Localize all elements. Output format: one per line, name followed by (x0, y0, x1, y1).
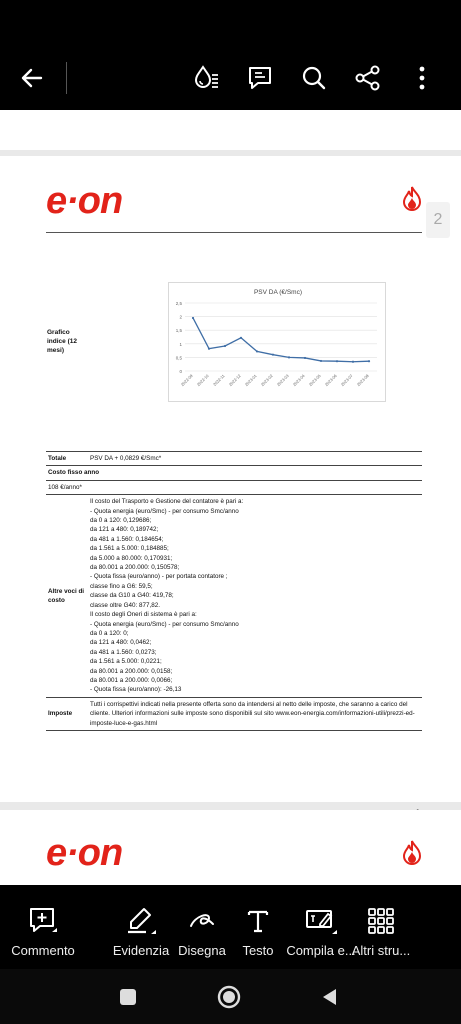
y-tick-label: 2 (179, 314, 182, 320)
bottom-tools-bar (0, 885, 461, 969)
x-tick-label: 2022-12 (227, 373, 242, 388)
back-nav-button[interactable] (316, 983, 344, 1011)
imposte-value: Tutti i corrispettivi indicati nella presente offerta sono da intendersi al netto delle imposte, che saranno a carico del cliente. Ulteriori informazioni sulle imposte sono disponibili sul sito www.eon-energia.com/informazioni-utili/prezzi-ed-imposte-luce-e-gas.html (88, 697, 422, 730)
altre-voci-detail (88, 495, 422, 698)
table-row-altre-voci (46, 495, 422, 698)
x-tick-label: 2023-08 (355, 373, 370, 388)
altre-voci-line: da 121 a 480: 0,189742; (90, 526, 159, 534)
x-tick-label: 2023-02 (259, 373, 274, 388)
comments-icon (246, 64, 274, 92)
altre-voci-line: classe da G10 a G40: 419,78; (90, 592, 174, 600)
altre-voci-line: da 80.001 a 200.000: 0,150578; (90, 564, 180, 572)
totale-value: PSV DA + 0,0829 €/Smc* (88, 452, 422, 466)
table-row-costo-fisso (46, 466, 422, 480)
data-point (256, 350, 258, 352)
altre-voci-line: da 121 a 480: 0,0462; (90, 639, 152, 647)
y-tick-label: 0,5 (175, 355, 182, 361)
altre-voci-line: - Quota energia (euro/Smc) - per consumo Smc/anno (90, 507, 239, 515)
top-toolbar (0, 46, 461, 110)
costo-fisso-value: 108 €/anno* (46, 480, 422, 494)
eon-logo: e·on (46, 180, 123, 222)
x-tick-label: 2023-05 (307, 373, 322, 388)
altre-voci-line: da 5.000 a 80.000: 0,170931; (90, 554, 173, 562)
x-tick-label: 2023-07 (339, 373, 354, 388)
comments-button[interactable] (242, 60, 278, 96)
data-point (240, 337, 242, 339)
draw-icon (187, 906, 217, 936)
recents-icon (119, 988, 137, 1006)
tool-altri-strumenti[interactable] (346, 905, 416, 958)
document-viewer[interactable] (0, 110, 461, 885)
altre-voci-line: da 0 a 120: 0,129686; (90, 517, 152, 525)
tool-evidenzia[interactable] (106, 905, 176, 958)
data-point (192, 317, 194, 319)
status-bar (0, 0, 461, 46)
psv-chart (168, 282, 386, 402)
altre-voci-line: da 1.561 a 5.000: 0,184885; (90, 545, 169, 553)
altre-voci-line: Il costo del Trasporto e Gestione del contatore è pari a: (90, 498, 244, 506)
x-tick-label: 2023-03 (275, 373, 290, 388)
altre-voci-line: classe oltre G40: 877,82. (90, 601, 161, 609)
data-point (208, 348, 210, 350)
tool-label: Evidenzia (112, 943, 170, 958)
altre-voci-line: da 80.001 a 200.000: 0,0066; (90, 676, 173, 684)
tool-label: Disegna (178, 943, 226, 958)
tool-commento[interactable] (8, 905, 78, 958)
data-point (352, 361, 354, 363)
read-aloud-button[interactable] (188, 60, 224, 96)
x-tick-label: 2022-11 (211, 373, 226, 387)
altre-voci-line: da 481 a 1.560: 0,184654; (90, 535, 164, 543)
toolbar-separator (66, 62, 67, 94)
page-number-badge: 2 (426, 202, 450, 238)
x-tick-label: 2022-09 (179, 373, 194, 388)
costo-fisso-label: Costo fisso anno (46, 466, 422, 480)
chart-title: PSV DA (€/Smc) (253, 289, 303, 296)
pdf-page-1 (0, 110, 461, 150)
system-nav-bar (0, 969, 461, 1024)
offer-table (46, 451, 422, 731)
data-point (304, 357, 306, 359)
share-button[interactable] (350, 60, 386, 96)
altre-voci-line: da 0 a 120: 0; (90, 629, 129, 637)
tool-label: Compila e... (286, 943, 356, 958)
pdf-page-2 (0, 156, 461, 802)
pdf-page-3 (0, 810, 461, 885)
flame-icon (401, 840, 423, 866)
table-row-totale (46, 452, 422, 466)
y-tick-label: 0 (179, 369, 182, 374)
altre-voci-line: - Quota fissa (euro/anno): -26,13 (90, 686, 182, 694)
y-tick-label: 2,5 (175, 301, 182, 306)
table-row-imposte (46, 697, 422, 730)
chart-side-label: Grafico indice (12 mesi) (47, 329, 77, 354)
imposte-label: Imposte (46, 697, 88, 730)
tool-label: Testo (242, 943, 274, 958)
totale-label: Totale (46, 452, 88, 466)
series-line (193, 318, 369, 362)
more-options-button[interactable] (404, 60, 440, 96)
data-point (288, 356, 290, 358)
y-tick-label: 1 (179, 341, 182, 347)
header-divider (46, 232, 422, 233)
x-tick-label: 2022-10 (195, 373, 210, 388)
more-tools-grid-icon (367, 907, 395, 935)
x-tick-label: 2023-01 (243, 373, 258, 388)
back-triangle-icon (320, 987, 340, 1007)
data-point (272, 354, 274, 356)
altre-voci-line: Il costo degli Oneri di sistema è pari a: (90, 611, 197, 619)
home-icon (216, 984, 242, 1010)
home-button[interactable] (215, 983, 243, 1011)
altre-voci-label: Altre voci di costo (46, 495, 88, 698)
share-icon (354, 64, 382, 92)
tool-testo[interactable] (223, 905, 293, 958)
x-tick-label: 2023-04 (291, 373, 306, 388)
read-aloud-icon (191, 63, 221, 93)
altre-voci-line: da 481 a 1.560: 0,0273; (90, 648, 157, 656)
psv-chart-svg (169, 283, 387, 403)
recents-button[interactable] (114, 983, 142, 1011)
comment-add-icon (28, 906, 58, 936)
data-point (320, 360, 322, 362)
search-button[interactable] (296, 60, 332, 96)
tool-label: Altri stru... (351, 943, 411, 958)
text-icon (245, 907, 271, 935)
altre-voci-line: - Quota fissa (euro/anno) - per portata contatore ; (90, 573, 228, 581)
back-button[interactable] (14, 60, 50, 96)
arrow-left-icon (19, 65, 45, 91)
x-tick-label: 2023-06 (323, 373, 338, 388)
data-point (336, 360, 338, 362)
more-vertical-icon (418, 65, 426, 91)
data-point (368, 360, 370, 362)
altre-voci-line: classe fino a G6: 59,5; (90, 582, 153, 590)
altre-voci-line: - Quota energia (euro/Smc) - per consumo Smc/anno (90, 620, 239, 628)
flame-icon (401, 186, 423, 212)
y-tick-label: 1,5 (175, 328, 182, 334)
highlighter-icon (125, 906, 157, 936)
fill-sign-icon (304, 906, 338, 936)
table-row-costo-fisso-value (46, 480, 422, 494)
search-icon (301, 65, 327, 91)
altre-voci-line: da 1.561 a 5.000: 0,0221; (90, 658, 162, 666)
tool-label: Commento (11, 943, 75, 958)
eon-logo-page3: e·on (46, 832, 123, 874)
data-point (224, 345, 226, 347)
altre-voci-line: da 80.001 a 200.000: 0,0158; (90, 667, 173, 675)
